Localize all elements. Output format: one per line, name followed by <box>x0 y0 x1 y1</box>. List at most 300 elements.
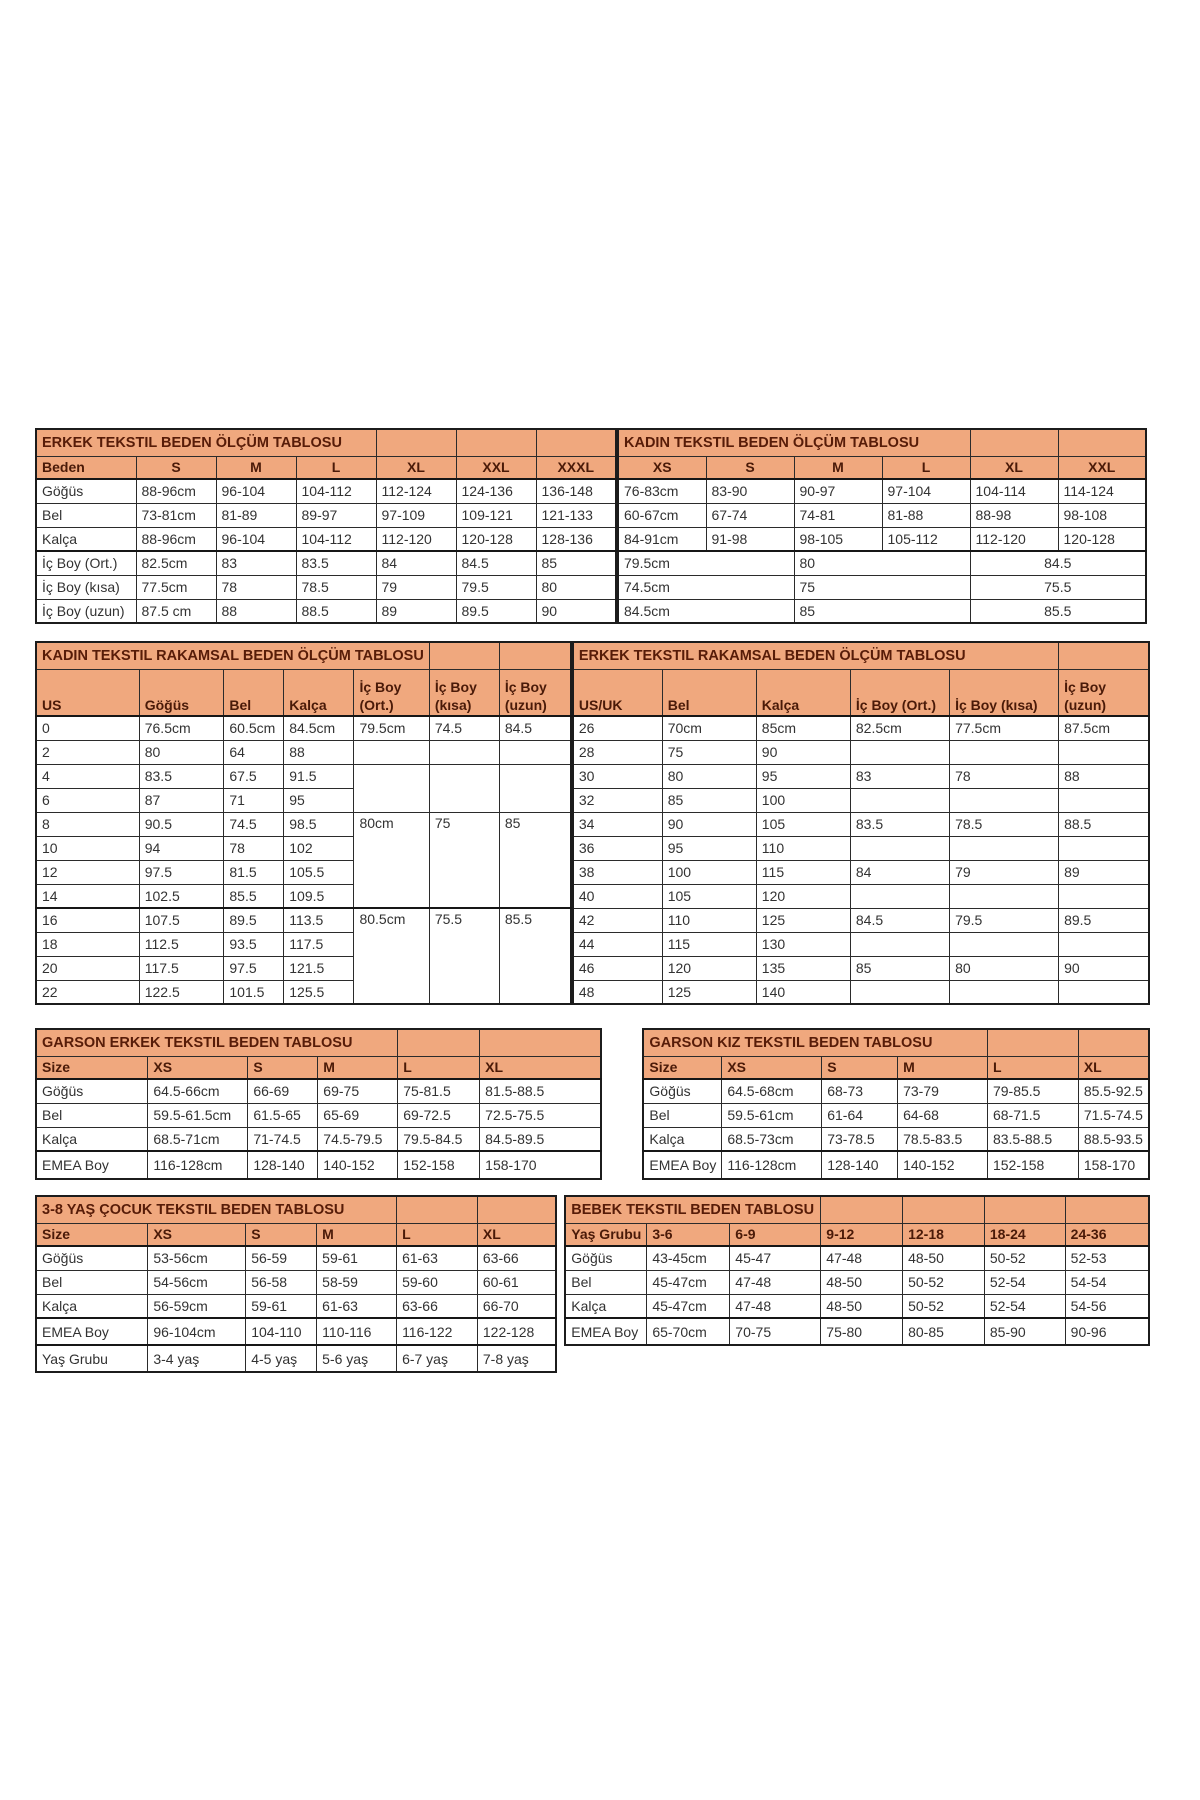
table-cell <box>499 740 571 764</box>
table-cell: 121.5 <box>284 956 354 980</box>
table-cell: 85.5 <box>970 599 1146 623</box>
table-cell: 75 <box>794 575 970 599</box>
table-cell: 47-48 <box>821 1246 903 1270</box>
table-cell: Bel <box>643 1103 721 1127</box>
table-cell: 12 <box>36 860 139 884</box>
table-cell: 85.5 <box>499 908 571 1004</box>
table-cell: 16 <box>36 908 139 932</box>
table-cell: 68-71.5 <box>987 1103 1078 1127</box>
table-cell: 65-69 <box>318 1103 398 1127</box>
table-row <box>565 1318 1149 1345</box>
table-row <box>36 908 571 932</box>
table-cell: 63-66 <box>477 1246 556 1270</box>
table-cell: 84 <box>850 860 949 884</box>
table-bebek <box>564 1195 1150 1346</box>
row-child-baby-sizes <box>35 1195 1150 1373</box>
column-header: S <box>822 1056 898 1079</box>
table-cell: 90 <box>662 812 756 836</box>
table-cell: 14 <box>36 884 139 908</box>
table-cell <box>429 740 499 764</box>
table-row <box>573 860 1149 884</box>
table-cell: 121-133 <box>536 503 616 527</box>
table-cell: 75.5 <box>429 908 499 1004</box>
table-cell: 48-50 <box>821 1294 903 1318</box>
table-row <box>36 1318 556 1345</box>
table-cell <box>354 740 429 764</box>
table-cell: 18 <box>36 932 139 956</box>
row-adult-letter-sizes <box>35 428 1150 624</box>
table-kadin-beden-grid <box>617 428 1147 624</box>
table-cell: 89 <box>376 599 456 623</box>
table-cell: 125 <box>662 980 756 1004</box>
table-cell: 84.5cm <box>618 599 794 623</box>
column-header: Bel <box>662 669 756 716</box>
table-cell: 69-75 <box>318 1079 398 1103</box>
table-cell: 79 <box>376 575 456 599</box>
column-header: L <box>398 1056 480 1079</box>
table-cell: 20 <box>36 956 139 980</box>
table-cell: 84.5 <box>499 716 571 740</box>
table-cell: 78 <box>950 764 1059 788</box>
table-garson-kiz-grid <box>642 1028 1150 1180</box>
table-cell: 45-47 <box>730 1246 821 1270</box>
table-cell: 88 <box>216 599 296 623</box>
table-row <box>573 764 1149 788</box>
table-cell: 79.5cm <box>354 716 429 740</box>
table-cell: 4 <box>36 764 139 788</box>
table-row <box>36 575 616 599</box>
table-cell <box>850 740 949 764</box>
table-cell: 88-98 <box>970 503 1058 527</box>
table-cell: 84 <box>376 551 456 575</box>
table-cell: Göğüs <box>565 1246 647 1270</box>
table-cell: 75-81.5 <box>398 1079 480 1103</box>
table-cell <box>850 932 949 956</box>
table-cell: 98.5 <box>284 812 354 836</box>
table-cell: 34 <box>573 812 662 836</box>
table-cell <box>850 884 949 908</box>
table-cell: 85.5 <box>224 884 284 908</box>
table-cell: Göğüs <box>36 1246 148 1270</box>
table-cell <box>950 932 1059 956</box>
column-header: M <box>317 1223 397 1246</box>
table-cell <box>1059 932 1149 956</box>
table-garson-erkek-grid <box>35 1028 602 1180</box>
table-cell: 61.5-65 <box>248 1103 318 1127</box>
table-cell: 71-74.5 <box>248 1127 318 1151</box>
table-cell: 78.5 <box>950 812 1059 836</box>
table-cell: 64-68 <box>898 1103 988 1127</box>
table-cell: 77.5cm <box>950 716 1059 740</box>
table-cell: 70-75 <box>730 1318 821 1345</box>
table-cell: 64.5-68cm <box>722 1079 822 1103</box>
table-cell: 81-88 <box>882 503 970 527</box>
table-title: GARSON KIZ TEKSTIL BEDEN TABLOSU <box>643 1029 987 1056</box>
table-title: ERKEK TEKSTIL BEDEN ÖLÇÜM TABLOSU <box>36 429 376 456</box>
table-cell: 102.5 <box>139 884 224 908</box>
table-cell: 120 <box>662 956 756 980</box>
table-cell: 60-67cm <box>618 503 706 527</box>
table-cell: 69-72.5 <box>398 1103 480 1127</box>
table-cell: 80cm <box>354 812 429 908</box>
table-cell: 59-60 <box>397 1270 478 1294</box>
table-cell: 109.5 <box>284 884 354 908</box>
table-cell: 45-47cm <box>647 1294 730 1318</box>
table-cell: 97-109 <box>376 503 456 527</box>
column-header: L <box>987 1056 1078 1079</box>
table-title: ERKEK TEKSTIL RAKAMSAL BEDEN ÖLÇÜM TABLOSU <box>573 642 1059 669</box>
table-cell: 60.5cm <box>224 716 284 740</box>
table-cell: 96-104 <box>216 527 296 551</box>
column-header: 9-12 <box>821 1223 903 1246</box>
table-cell: 82.5cm <box>136 551 216 575</box>
table-cell: 88-96cm <box>136 479 216 503</box>
table-cell: 80 <box>794 551 970 575</box>
table-row <box>36 716 571 740</box>
table-cell: 80 <box>536 575 616 599</box>
table-title: 3-8 YAŞ ÇOCUK TEKSTIL BEDEN TABLOSU <box>36 1196 397 1223</box>
table-cell: 67.5 <box>224 764 284 788</box>
table-cell: 158-170 <box>480 1151 602 1179</box>
table-row <box>643 1151 1149 1179</box>
table-cell: 85 <box>662 788 756 812</box>
table-cell: 47-48 <box>730 1294 821 1318</box>
table-cell: 87.5 cm <box>136 599 216 623</box>
table-cell: 120-128 <box>1058 527 1146 551</box>
table-row <box>573 956 1149 980</box>
table-cell: 90-97 <box>794 479 882 503</box>
column-header: L <box>882 456 970 479</box>
table-cell: 110 <box>662 908 756 932</box>
column-header: Size <box>643 1056 721 1079</box>
table-row <box>36 551 616 575</box>
table-cell: 110-116 <box>317 1318 397 1345</box>
table-cell: EMEA Boy <box>36 1318 148 1345</box>
table-cell: 91-98 <box>706 527 794 551</box>
column-header: 6-9 <box>730 1223 821 1246</box>
column-header: S <box>246 1223 317 1246</box>
table-cell: 109-121 <box>456 503 536 527</box>
table-cell: 95 <box>756 764 850 788</box>
column-header: XXL <box>456 456 536 479</box>
table-cell: 122-128 <box>477 1318 556 1345</box>
table-cell: 8 <box>36 812 139 836</box>
table-cell: 95 <box>662 836 756 860</box>
table-cell: 28 <box>573 740 662 764</box>
table-cell: 58-59 <box>317 1270 397 1294</box>
table-row <box>573 980 1149 1004</box>
table-row <box>618 527 1146 551</box>
table-cell: 84-91cm <box>618 527 706 551</box>
table-cell: 79.5-84.5 <box>398 1127 480 1151</box>
table-cell: 128-140 <box>248 1151 318 1179</box>
table-cell: 84.5 <box>850 908 949 932</box>
column-header: M <box>216 456 296 479</box>
table-row <box>36 764 571 788</box>
table-cell: 48-50 <box>821 1270 903 1294</box>
table-title: GARSON ERKEK TEKSTIL BEDEN TABLOSU <box>36 1029 398 1056</box>
column-header: İç Boy (Ort.) <box>354 669 429 716</box>
table-cell: 68.5-71cm <box>148 1127 248 1151</box>
column-header: XS <box>148 1223 246 1246</box>
table-cell: İç Boy (kısa) <box>36 575 136 599</box>
table-cell: 84.5 <box>970 551 1146 575</box>
table-cell: 96-104 <box>216 479 296 503</box>
table-cell: 32 <box>573 788 662 812</box>
table-cell: 88 <box>284 740 354 764</box>
table-cell: 68.5-73cm <box>722 1127 822 1151</box>
table-cell: 89 <box>1059 860 1149 884</box>
table-cell <box>950 788 1059 812</box>
table-cell: 116-128cm <box>722 1151 822 1179</box>
table-cell: 56-59cm <box>148 1294 246 1318</box>
column-header: İç Boy (kısa) <box>429 669 499 716</box>
table-row <box>573 932 1149 956</box>
table-cell <box>1059 980 1149 1004</box>
table-cell: İç Boy (Ort.) <box>36 551 136 575</box>
table-kadin-rakamsal <box>35 641 572 1005</box>
title-empty-cell <box>480 1029 602 1056</box>
table-cell: 89-97 <box>296 503 376 527</box>
table-cell: 71 <box>224 788 284 812</box>
table-cell: 152-158 <box>987 1151 1078 1179</box>
table-cell: 22 <box>36 980 139 1004</box>
table-cell: 90 <box>1059 956 1149 980</box>
column-header: Bel <box>224 669 284 716</box>
table-erkek-rakamsal-grid <box>572 641 1150 1005</box>
table-row <box>36 599 616 623</box>
table-cell: 113.5 <box>284 908 354 932</box>
column-header: İç Boy (Ort.) <box>850 669 949 716</box>
row-garson-sizes <box>35 1028 1150 1180</box>
table-cell: 81.5 <box>224 860 284 884</box>
table-cell: 140-152 <box>898 1151 988 1179</box>
table-cell: Kalça <box>565 1294 647 1318</box>
table-row <box>36 1270 556 1294</box>
column-header: S <box>706 456 794 479</box>
table-cell: 104-112 <box>296 479 376 503</box>
table-row <box>618 503 1146 527</box>
table-cell <box>1059 836 1149 860</box>
column-header: 12-18 <box>903 1223 985 1246</box>
title-empty-cell <box>477 1196 556 1223</box>
table-row <box>565 1246 1149 1270</box>
table-cell: 95 <box>284 788 354 812</box>
table-cell: 48 <box>573 980 662 1004</box>
table-cell: EMEA Boy <box>36 1151 148 1179</box>
table-cell: 84.5cm <box>284 716 354 740</box>
table-cell: 30 <box>573 764 662 788</box>
table-cell: 60-61 <box>477 1270 556 1294</box>
table-cell: 97.5 <box>139 860 224 884</box>
table-cell: 79 <box>950 860 1059 884</box>
table-cell: 140 <box>756 980 850 1004</box>
table-cell: 2 <box>36 740 139 764</box>
table-cell: 61-64 <box>822 1103 898 1127</box>
table-cell: 120 <box>756 884 850 908</box>
table-cell: 66-69 <box>248 1079 318 1103</box>
table-cell: 52-54 <box>984 1294 1065 1318</box>
table-cell: 71.5-74.5 <box>1078 1103 1149 1127</box>
table-row <box>565 1294 1149 1318</box>
table-cocuk-grid <box>35 1195 557 1373</box>
row-adult-numeric-sizes <box>35 641 1150 1005</box>
table-cell <box>1059 788 1149 812</box>
table-cell: 78.5-83.5 <box>898 1127 988 1151</box>
title-empty-cell <box>1078 1029 1149 1056</box>
table-cell: 83.5-88.5 <box>987 1127 1078 1151</box>
table-row <box>643 1103 1149 1127</box>
column-header: L <box>296 456 376 479</box>
table-kadin-rakamsal-grid <box>35 641 572 1005</box>
table-cell: 75-80 <box>821 1318 903 1345</box>
table-cell: 85 <box>536 551 616 575</box>
table-cell <box>950 740 1059 764</box>
table-cell: 98-105 <box>794 527 882 551</box>
column-header: 3-6 <box>647 1223 730 1246</box>
table-row <box>643 1079 1149 1103</box>
table-cell: Kalça <box>36 1294 148 1318</box>
table-cell: 89.5 <box>1059 908 1149 932</box>
table-cell: 87 <box>139 788 224 812</box>
table-cell: 26 <box>573 716 662 740</box>
title-empty-cell <box>1065 1196 1149 1223</box>
title-empty-cell <box>984 1196 1065 1223</box>
table-cell: Göğüs <box>36 479 136 503</box>
table-cell: 81-89 <box>216 503 296 527</box>
table-cell: 104-110 <box>246 1318 317 1345</box>
table-cell: 100 <box>756 788 850 812</box>
column-header: XL <box>1078 1056 1149 1079</box>
table-row <box>573 884 1149 908</box>
table-cell: 105-112 <box>882 527 970 551</box>
column-header: XS <box>148 1056 248 1079</box>
table-cell: 117.5 <box>139 956 224 980</box>
table-cell: 79.5 <box>950 908 1059 932</box>
table-cell: EMEA Boy <box>643 1151 721 1179</box>
table-cell: 75.5 <box>970 575 1146 599</box>
table-row <box>36 740 571 764</box>
table-cell: 78.5 <box>296 575 376 599</box>
table-cell: 84.5-89.5 <box>480 1127 602 1151</box>
table-title: KADIN TEKSTIL BEDEN ÖLÇÜM TABLOSU <box>618 429 970 456</box>
table-row <box>36 1079 601 1103</box>
table-cell: 87.5cm <box>1059 716 1149 740</box>
table-cell: 76.5cm <box>139 716 224 740</box>
table-cell: 112.5 <box>139 932 224 956</box>
column-header: Göğüs <box>139 669 224 716</box>
table-cell: 90.5 <box>139 812 224 836</box>
table-row <box>573 716 1149 740</box>
table-cell: 54-54 <box>1065 1270 1149 1294</box>
table-cell: 83-90 <box>706 479 794 503</box>
table-row <box>36 1294 556 1318</box>
table-cell: 0 <box>36 716 139 740</box>
table-cell: 76-83cm <box>618 479 706 503</box>
column-header: XL <box>376 456 456 479</box>
table-cocuk <box>35 1195 557 1373</box>
table-cell: 90 <box>536 599 616 623</box>
table-cell: 158-170 <box>1078 1151 1149 1179</box>
table-row <box>618 551 1146 575</box>
table-cell: 102 <box>284 836 354 860</box>
table-cell: 85-90 <box>984 1318 1065 1345</box>
table-cell: 59.5-61cm <box>722 1103 822 1127</box>
table-cell: 80.5cm <box>354 908 429 1004</box>
table-title: BEBEK TEKSTIL BEDEN TABLOSU <box>565 1196 821 1223</box>
table-row <box>618 599 1146 623</box>
column-header: Kalça <box>284 669 354 716</box>
table-cell: 93.5 <box>224 932 284 956</box>
table-cell: 90-96 <box>1065 1318 1149 1345</box>
table-cell: 91.5 <box>284 764 354 788</box>
table-cell: 83 <box>850 764 949 788</box>
table-cell: 94 <box>139 836 224 860</box>
table-cell: 140-152 <box>318 1151 398 1179</box>
table-cell: 85 <box>850 956 949 980</box>
title-empty-cell <box>536 429 616 456</box>
column-header: XXXL <box>536 456 616 479</box>
table-cell: 50-52 <box>984 1246 1065 1270</box>
table-cell: 84.5 <box>456 551 536 575</box>
table-cell: 42 <box>573 908 662 932</box>
table-cell: 43-45cm <box>647 1246 730 1270</box>
title-empty-cell <box>398 1029 480 1056</box>
table-cell: İç Boy (uzun) <box>36 599 136 623</box>
table-cell <box>850 980 949 1004</box>
table-erkek-beden <box>35 428 617 624</box>
table-cell: 81.5-88.5 <box>480 1079 602 1103</box>
table-cell: 83.5 <box>850 812 949 836</box>
table-cell: 78 <box>216 575 296 599</box>
table-cell: 107.5 <box>139 908 224 932</box>
table-cell <box>354 764 429 812</box>
table-cell: 125.5 <box>284 980 354 1004</box>
table-row <box>36 812 571 836</box>
table-cell: 112-120 <box>376 527 456 551</box>
column-header: XL <box>477 1223 556 1246</box>
table-cell: 83 <box>216 551 296 575</box>
table-cell: 85 <box>794 599 970 623</box>
table-cell: Göğüs <box>643 1079 721 1103</box>
table-cell: 45-47cm <box>647 1270 730 1294</box>
table-cell: 97-104 <box>882 479 970 503</box>
table-cell: 3-4 yaş <box>148 1345 246 1372</box>
table-cell: 97.5 <box>224 956 284 980</box>
table-cell <box>499 764 571 812</box>
table-cell: 101.5 <box>224 980 284 1004</box>
table-cell: 79.5 <box>456 575 536 599</box>
column-header: XS <box>618 456 706 479</box>
table-cell: 54-56cm <box>148 1270 246 1294</box>
table-cell: Bel <box>36 1103 148 1127</box>
table-cell: 40 <box>573 884 662 908</box>
table-cell: 59.5-61.5cm <box>148 1103 248 1127</box>
column-header: XS <box>722 1056 822 1079</box>
table-cell: 47-48 <box>730 1270 821 1294</box>
column-header: Size <box>36 1223 148 1246</box>
table-row <box>36 527 616 551</box>
table-cell: 38 <box>573 860 662 884</box>
table-cell: 75 <box>662 740 756 764</box>
title-empty-cell <box>821 1196 903 1223</box>
table-cell: 53-56cm <box>148 1246 246 1270</box>
table-cell: 73-79 <box>898 1079 988 1103</box>
table-cell: 80-85 <box>903 1318 985 1345</box>
table-cell: 80 <box>139 740 224 764</box>
table-cell: 75 <box>429 812 499 908</box>
table-cell: 100 <box>662 860 756 884</box>
